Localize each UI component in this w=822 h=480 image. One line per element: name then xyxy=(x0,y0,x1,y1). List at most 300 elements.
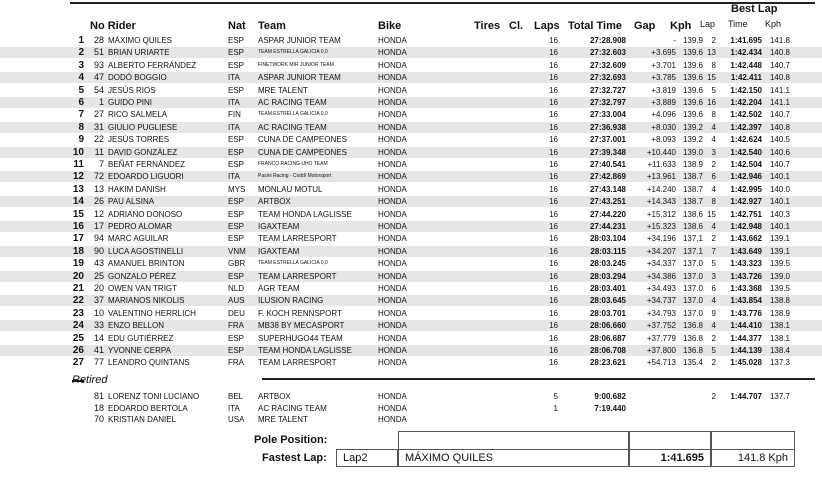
best-lap-time-cell: 1:42.995 xyxy=(730,184,762,194)
position-cell: 10 xyxy=(72,146,84,158)
team-name-cell: Pasini Racing - Coddi Motorsport xyxy=(258,173,332,180)
nationality-cell: USA xyxy=(228,415,245,424)
position-cell: 2 xyxy=(78,47,84,59)
best-lap-time-cell: 1:44.707 xyxy=(730,392,762,401)
bike-cell: HONDA xyxy=(378,135,407,145)
rider-number-cell: 22 xyxy=(93,134,104,145)
result-row xyxy=(0,295,822,306)
col-nat: Nat xyxy=(228,20,246,32)
result-row xyxy=(0,258,822,269)
col-best-lap-time: Time xyxy=(728,19,748,29)
rider-number-cell: 25 xyxy=(93,270,104,281)
gap-cell: +54.713 xyxy=(646,358,676,368)
best-lap-kph-cell: 140.8 xyxy=(769,122,790,132)
fastest-lap-number: Lap2 xyxy=(336,449,398,467)
gap-cell: +13.961 xyxy=(646,172,676,182)
speed-cell: 137.0 xyxy=(682,259,703,269)
best-lap-kph-cell: 140.3 xyxy=(769,209,790,219)
laps-cell: 5 xyxy=(553,392,558,401)
nationality-cell: ESP xyxy=(228,222,245,231)
position-cell: 3 xyxy=(78,59,84,71)
team-name-cell: TEAM ESTRELLA GALICIA 0,0 xyxy=(258,49,328,56)
nationality-cell: ESP xyxy=(228,209,245,219)
result-row xyxy=(0,333,822,344)
best-lap-number-cell: 2 xyxy=(711,392,716,401)
team-name-cell: IGAXTEAM xyxy=(258,246,300,256)
rider-number-cell: 70 xyxy=(93,414,104,424)
col-total-time: Total Time xyxy=(568,20,622,32)
rider-number-cell: 28 xyxy=(93,35,104,45)
best-lap-time-cell: 1:43.662 xyxy=(730,234,762,244)
rider-name-cell: YVONNE CERPA xyxy=(108,346,171,355)
laps-cell: 16 xyxy=(549,308,558,318)
position-cell: 19 xyxy=(72,258,84,270)
gap-cell: +34.737 xyxy=(646,296,676,306)
result-row xyxy=(0,233,822,244)
rider-number-cell: 17 xyxy=(93,221,104,231)
position-cell: 22 xyxy=(72,295,84,307)
gap-cell: +8.030 xyxy=(651,122,676,132)
team-name-cell: FRANCO RACING UHO TEAM xyxy=(258,161,328,167)
bike-cell: HONDA xyxy=(378,234,407,244)
nationality-cell: AUS xyxy=(228,296,245,306)
rider-number-cell: 41 xyxy=(93,345,104,355)
speed-cell: 137.0 xyxy=(682,296,703,306)
bike-cell: HONDA xyxy=(378,147,407,157)
best-lap-time-cell: 1:41.695 xyxy=(730,36,762,45)
rider-name-cell: PEDRO ALOMAR xyxy=(108,222,173,231)
team-name-cell: AC RACING TEAM xyxy=(258,98,327,107)
nationality-cell: ITA xyxy=(228,73,240,83)
nationality-cell: VNM xyxy=(228,246,246,256)
best-lap-number-cell: 2 xyxy=(711,358,716,368)
nationality-cell: ESP xyxy=(228,234,245,244)
laps-cell: 16 xyxy=(549,48,558,58)
team-name-cell: TEAM ESTRELLA GALICIA 0,0 xyxy=(258,260,328,267)
best-lap-kph-cell: 139.5 xyxy=(769,259,790,269)
nationality-cell: BEL xyxy=(228,392,244,401)
speed-cell: 138.7 xyxy=(682,197,703,207)
team-name-cell: ASPAR JUNIOR TEAM xyxy=(258,36,341,45)
nationality-cell: ITA xyxy=(228,403,240,413)
best-lap-kph-cell: 138.8 xyxy=(769,296,790,306)
rider-name-cell: GIULIO PUGLIESE xyxy=(108,122,178,132)
rider-name-cell: JESÚS RIOS xyxy=(108,85,156,95)
rider-name-cell: AMANUEL BRINTON xyxy=(108,259,185,269)
team-name-cell: TEAM HONDA LAGLISSE xyxy=(258,346,352,355)
nationality-cell: ITA xyxy=(228,98,240,107)
rider-name-cell: LUCA AGOSTINELLI xyxy=(108,246,184,256)
result-row xyxy=(0,109,822,120)
speed-cell: 138.6 xyxy=(682,222,703,231)
gap-cell: +37.752 xyxy=(646,321,676,331)
retired-row xyxy=(0,414,822,425)
rider-number-cell: 10 xyxy=(93,307,104,318)
team-name-cell: MRE TALENT xyxy=(258,85,308,95)
result-row xyxy=(0,308,822,319)
rider-name-cell: EDOARDO LIGUORI xyxy=(108,172,184,182)
total-time-cell: 27:40.541 xyxy=(589,160,626,169)
best-lap-number-cell: 8 xyxy=(711,110,716,120)
result-row xyxy=(0,171,822,182)
best-lap-kph-cell: 137.3 xyxy=(769,358,790,368)
best-lap-kph-cell: 140.8 xyxy=(769,73,790,83)
rider-number-cell: 14 xyxy=(93,332,104,343)
position-cell: 13 xyxy=(72,183,84,195)
speed-cell: 136.8 xyxy=(682,333,703,343)
position-cell: 17 xyxy=(72,233,84,245)
speed-cell: 137.1 xyxy=(682,234,703,244)
nationality-cell: ESP xyxy=(228,48,245,58)
speed-cell: 137.0 xyxy=(682,308,703,318)
speed-cell: 139.6 xyxy=(682,48,703,58)
best-lap-number-cell: 6 xyxy=(711,284,716,293)
rider-name-cell: MARIANOS NIKOLIS xyxy=(108,296,185,306)
retired-row xyxy=(0,391,822,402)
gap-cell: +15.323 xyxy=(646,222,676,231)
laps-cell: 16 xyxy=(549,160,558,169)
total-time-cell: 27:44.220 xyxy=(589,209,626,219)
total-time-cell: 27:37.001 xyxy=(589,135,626,145)
best-lap-number-cell: 5 xyxy=(711,259,716,269)
gap-cell: +3.889 xyxy=(651,98,676,107)
laps-cell: 16 xyxy=(549,333,558,343)
fastest-lap-label: Fastest Lap: xyxy=(262,452,327,464)
gap-cell: +10.440 xyxy=(646,147,676,157)
laps-cell: 16 xyxy=(549,296,558,306)
team-name-cell: F. KOCH RENNSPORT xyxy=(258,308,342,318)
rider-name-cell: HAKIM DANISH xyxy=(108,184,166,194)
team-name-cell: ARTBOX xyxy=(258,197,291,207)
best-lap-header: Best Lap xyxy=(731,3,778,15)
team-name-cell: AC RACING TEAM xyxy=(258,122,327,132)
best-lap-number-cell: 16 xyxy=(707,98,716,107)
result-row xyxy=(0,283,822,294)
fastest-lap-time: 1:41.695 xyxy=(629,449,711,467)
pole-position-label: Pole Position: xyxy=(254,434,328,446)
nationality-cell: ITA xyxy=(228,122,240,132)
team-name-cell: ARTBOX xyxy=(258,392,291,401)
rider-number-cell: 54 xyxy=(93,84,104,95)
col-class: Cl. xyxy=(509,20,524,32)
best-lap-time-cell: 1:44.139 xyxy=(730,346,762,355)
laps-cell: 16 xyxy=(549,85,558,95)
team-name-cell: MB38 BY MECASPORT xyxy=(258,321,345,331)
speed-cell: 139.6 xyxy=(682,60,703,70)
best-lap-time-cell: 1:42.504 xyxy=(730,160,762,169)
speed-cell: 139.2 xyxy=(682,135,703,145)
total-time-cell: 27:28.908 xyxy=(589,36,626,45)
best-lap-kph-cell: 138.9 xyxy=(769,308,790,318)
position-cell: 11 xyxy=(73,159,84,170)
nationality-cell: ESP xyxy=(228,197,245,207)
position-cell: 27 xyxy=(72,357,84,369)
speed-cell: 139.6 xyxy=(682,73,703,83)
laps-cell: 16 xyxy=(549,73,558,83)
bike-cell: HONDA xyxy=(378,259,407,269)
rider-name-cell: MÁXIMO QUILES xyxy=(108,36,173,45)
best-lap-time-cell: 1:43.854 xyxy=(730,296,762,306)
bike-cell: HONDA xyxy=(378,98,407,107)
bike-cell: HONDA xyxy=(378,197,407,207)
best-lap-number-cell: 3 xyxy=(711,147,716,157)
laps-cell: 16 xyxy=(549,209,558,219)
pole-rider-box xyxy=(398,431,629,450)
laps-cell: 16 xyxy=(549,284,558,293)
position-cell: 7 xyxy=(78,109,84,121)
laps-cell: 16 xyxy=(549,246,558,256)
nationality-cell: ITA xyxy=(228,172,240,182)
nationality-cell: NLD xyxy=(228,284,245,293)
best-lap-time-cell: 1:44.410 xyxy=(730,321,762,331)
rider-name-cell: OWEN VAN TRIGT xyxy=(108,284,178,293)
total-time-cell: 27:36.938 xyxy=(589,122,626,132)
best-lap-kph-cell: 140.5 xyxy=(769,135,790,145)
total-time-cell: 28:06.708 xyxy=(589,346,626,355)
position-cell: 5 xyxy=(78,84,84,96)
gap-cell: +3.819 xyxy=(651,85,676,95)
best-lap-kph-cell: 140.0 xyxy=(769,184,790,194)
laps-cell: 16 xyxy=(549,98,558,107)
result-row xyxy=(0,320,822,331)
team-name-cell: AC RACING TEAM xyxy=(258,403,327,413)
result-row xyxy=(0,221,822,232)
bike-cell: HONDA xyxy=(378,60,407,70)
rider-name-cell: BEÑAT FERNÁNDEZ xyxy=(108,160,186,169)
bike-cell: HONDA xyxy=(378,403,407,413)
total-time-cell: 27:44.231 xyxy=(589,222,626,231)
best-lap-kph-cell: 140.1 xyxy=(769,222,790,231)
best-lap-time-cell: 1:42.204 xyxy=(730,98,762,107)
position-cell: 23 xyxy=(72,307,84,319)
gap-cell: +3.695 xyxy=(651,48,676,58)
retired-heading: Retired xyxy=(72,374,108,386)
best-lap-number-cell: 4 xyxy=(711,135,716,145)
total-time-cell: 28:03.701 xyxy=(589,308,626,318)
rider-name-cell: VALENTINO HERRLICH xyxy=(108,308,196,318)
gap-cell: +14.240 xyxy=(646,184,676,194)
laps-cell: 16 xyxy=(549,184,558,194)
position-cell: 21 xyxy=(72,283,84,294)
best-lap-time-cell: 1:43.776 xyxy=(730,308,762,318)
team-name-cell: CUNA DE CAMPEONES xyxy=(258,147,347,157)
col-kph: Kph xyxy=(670,20,692,32)
best-lap-time-cell: 1:42.502 xyxy=(730,110,762,120)
bike-cell: HONDA xyxy=(378,284,407,293)
result-row xyxy=(0,97,822,108)
rider-name-cell: GUIDO PINI xyxy=(108,98,153,107)
rider-number-cell: 12 xyxy=(93,208,104,219)
best-lap-time-cell: 1:42.434 xyxy=(730,48,762,58)
speed-cell: 138.9 xyxy=(682,160,703,169)
bike-cell: HONDA xyxy=(378,296,407,306)
laps-cell: 16 xyxy=(549,222,558,231)
best-lap-number-cell: 9 xyxy=(711,308,716,318)
total-time-cell: 27:32.603 xyxy=(589,48,626,58)
best-lap-number-cell: 8 xyxy=(711,60,716,70)
col-bike: Bike xyxy=(378,20,402,32)
rider-number-cell: 11 xyxy=(94,146,104,157)
total-time-cell: 27:33.004 xyxy=(589,110,626,120)
col-tires: Tires xyxy=(474,20,501,32)
result-row xyxy=(0,85,822,96)
best-lap-time-cell: 1:45.028 xyxy=(730,358,762,368)
rider-name-cell: ALBERTO FERRÁNDEZ xyxy=(108,60,197,70)
rider-number-cell: 1 xyxy=(98,97,104,107)
best-lap-time-cell: 1:42.397 xyxy=(730,122,762,132)
best-lap-number-cell: 7 xyxy=(711,246,716,256)
best-lap-number-cell: 5 xyxy=(711,346,716,355)
speed-cell: 137.1 xyxy=(682,246,703,256)
best-lap-number-cell: 6 xyxy=(711,172,716,182)
best-lap-kph-cell: 139.1 xyxy=(769,246,790,256)
rider-number-cell: 7 xyxy=(98,159,104,169)
position-cell: 15 xyxy=(72,208,84,220)
position-cell: 26 xyxy=(72,345,84,356)
result-row xyxy=(0,60,822,71)
team-name-cell: ILUSION RACING xyxy=(258,296,324,306)
nationality-cell: ESP xyxy=(228,85,245,95)
position-cell: 20 xyxy=(72,270,84,282)
rider-number-cell: 13 xyxy=(93,183,104,194)
rider-number-cell: 27 xyxy=(93,109,104,120)
best-lap-kph-cell: 141.1 xyxy=(769,85,790,95)
nationality-cell: FRA xyxy=(228,321,244,331)
best-lap-kph-cell: 139.5 xyxy=(769,284,790,293)
bike-cell: HONDA xyxy=(378,73,407,83)
best-lap-time-cell: 1:43.726 xyxy=(730,271,762,281)
best-lap-number-cell: 2 xyxy=(711,333,716,343)
col-team: Team xyxy=(258,20,286,32)
gap-cell: +37.800 xyxy=(646,346,676,355)
gap-cell: +37.779 xyxy=(646,333,676,343)
bike-cell: HONDA xyxy=(378,271,407,281)
nationality-cell: ESP xyxy=(228,160,245,169)
best-lap-kph-cell: 138.4 xyxy=(769,346,790,355)
nationality-cell: FIN xyxy=(228,110,241,120)
best-lap-kph-cell: 141.1 xyxy=(769,98,790,107)
bike-cell: HONDA xyxy=(378,346,407,355)
rider-name-cell: GONZALO PÉREZ xyxy=(108,271,177,281)
best-lap-time-cell: 1:42.927 xyxy=(730,197,762,207)
position-cell: 12 xyxy=(72,171,84,183)
bike-cell: HONDA xyxy=(378,392,407,401)
team-name-cell: TEAM LARRESPORT xyxy=(258,234,337,244)
nationality-cell: ESP xyxy=(228,346,245,355)
rider-number-cell: 94 xyxy=(93,233,104,244)
result-row xyxy=(0,196,822,207)
laps-cell: 16 xyxy=(549,110,558,120)
best-lap-number-cell: 5 xyxy=(711,85,716,95)
nationality-cell: DEU xyxy=(228,308,245,318)
nationality-cell: ESP xyxy=(228,333,245,343)
best-lap-time-cell: 1:44.377 xyxy=(730,333,762,343)
best-lap-number-cell: 2 xyxy=(711,234,716,244)
best-lap-kph-cell: 140.7 xyxy=(769,60,790,70)
best-lap-kph-cell: 138.1 xyxy=(769,321,790,331)
best-lap-number-cell: 4 xyxy=(711,184,716,194)
position-cell: 4 xyxy=(78,72,84,84)
rider-name-cell: BRIAN URIARTE xyxy=(108,48,170,58)
laps-cell: 16 xyxy=(549,271,558,281)
speed-cell: 136.8 xyxy=(682,346,703,355)
team-name-cell: ASPAR JUNIOR TEAM xyxy=(258,73,341,83)
result-row xyxy=(0,47,822,58)
best-lap-time-cell: 1:43.368 xyxy=(730,284,762,293)
bike-cell: HONDA xyxy=(378,184,407,194)
nationality-cell: MYS xyxy=(228,184,246,194)
total-time-cell: 27:32.797 xyxy=(589,98,626,107)
gap-cell: +34.793 xyxy=(646,308,676,318)
rider-name-cell: DODÓ BOGGIO xyxy=(108,73,167,83)
gap-cell: +3.785 xyxy=(651,73,676,83)
best-lap-time-cell: 1:42.946 xyxy=(730,172,762,182)
rider-number-cell: 26 xyxy=(93,196,104,207)
bike-cell: HONDA xyxy=(378,110,407,120)
speed-cell: 137.0 xyxy=(682,271,703,281)
nationality-cell: ESP xyxy=(228,147,245,157)
rider-name-cell: ENZO BELLON xyxy=(108,321,165,331)
bike-cell: HONDA xyxy=(378,160,407,169)
best-lap-time-cell: 1:42.624 xyxy=(730,135,762,145)
col-best-lap-lap: Lap xyxy=(700,19,716,29)
rider-name-cell: EDU GUTIÉRREZ xyxy=(108,333,174,343)
speed-cell: 135.4 xyxy=(682,358,703,368)
team-name-cell: IGAXTEAM xyxy=(258,222,300,231)
team-name-cell: TEAM HONDA LAGLISSE xyxy=(258,209,352,219)
rider-number-cell: 20 xyxy=(93,283,104,293)
rider-number-cell: 31 xyxy=(93,121,104,132)
col-gap: Gap xyxy=(634,20,656,32)
best-lap-time-cell: 1:42.150 xyxy=(730,85,762,95)
best-lap-kph-cell: 140.1 xyxy=(769,172,790,182)
best-lap-kph-cell: 139.1 xyxy=(769,234,790,244)
team-name-cell: FINETWORK MIR JUNIOR TEAM xyxy=(258,61,334,68)
result-row xyxy=(0,357,822,368)
team-name-cell: TEAM LARRESPORT xyxy=(258,271,337,281)
gap-cell: +15.312 xyxy=(646,209,676,219)
total-time-cell: 28:03.294 xyxy=(589,271,626,281)
best-lap-time-cell: 1:42.448 xyxy=(730,60,762,70)
speed-cell: 139.6 xyxy=(682,110,703,120)
rider-name-cell: EDOARDO BERTOLA xyxy=(108,403,188,413)
gap-cell: +8.093 xyxy=(651,135,676,145)
total-time-cell: 28:03.245 xyxy=(589,259,626,269)
laps-cell: 16 xyxy=(549,321,558,331)
bike-cell: HONDA xyxy=(378,36,407,45)
nationality-cell: GBR xyxy=(228,259,246,269)
best-lap-time-cell: 1:42.751 xyxy=(730,209,762,219)
best-lap-number-cell: 15 xyxy=(707,209,716,219)
fastest-lap-kph: 141.8 Kph xyxy=(711,449,795,467)
result-row xyxy=(0,147,822,158)
result-row xyxy=(0,72,822,83)
bike-cell: HONDA xyxy=(378,321,407,331)
team-name-cell: CUNA DE CAMPEONES xyxy=(258,135,347,145)
best-lap-kph-cell: 138.1 xyxy=(769,333,790,343)
speed-cell: 136.8 xyxy=(682,321,703,331)
position-cell: 24 xyxy=(72,320,84,332)
best-lap-number-cell: 13 xyxy=(707,48,716,58)
total-time-cell: 28:23.621 xyxy=(589,358,626,368)
total-time-cell: 28:03.115 xyxy=(590,246,626,256)
best-lap-number-cell: 2 xyxy=(711,36,716,45)
best-lap-time-cell: 1:42.411 xyxy=(730,73,762,83)
result-row xyxy=(0,35,822,46)
top-rule xyxy=(70,2,815,4)
best-lap-kph-cell: 139.0 xyxy=(769,271,790,281)
speed-cell: 137.0 xyxy=(682,284,703,293)
